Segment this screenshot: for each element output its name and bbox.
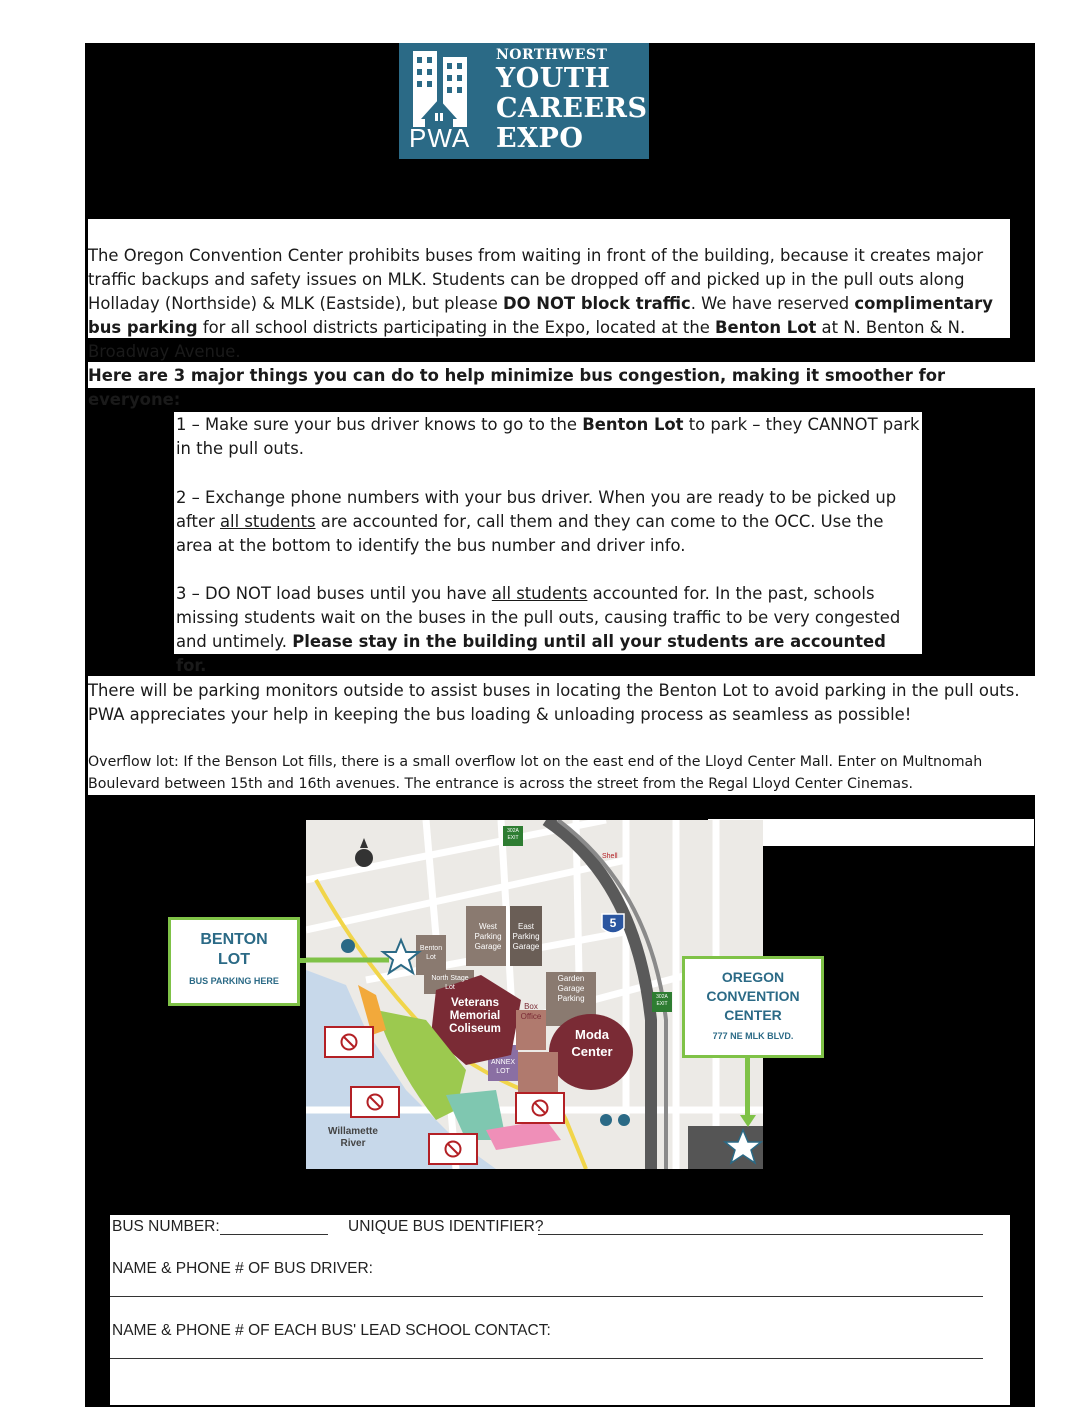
step-2-text-c: are accounted for, call them and they can come to the OCC. Use the area at the bottom to identify the bus number and driver info. (176, 512, 884, 555)
intro-text-2: . We have reserved (690, 294, 855, 313)
bus-info-form (110, 1215, 1010, 1405)
label-river-2: River (340, 1138, 366, 1149)
label-north-stage-1: North Stage (431, 975, 469, 982)
step-2-underline: all students (220, 512, 316, 531)
logo-line-3: CAREERS (496, 93, 648, 124)
benton-callout-connector (297, 958, 306, 963)
step-2 (176, 486, 920, 558)
step-3 (176, 582, 920, 678)
label-east-garage-1: East (517, 922, 534, 931)
no-parking-icon (443, 1139, 463, 1159)
label-benton-small (416, 944, 446, 962)
benton-callout-title-2: LOT (218, 951, 250, 968)
intro-text-3: for all school districts participating in the Expo, located at the (197, 318, 716, 337)
interstate-5-shield-label: 5 (609, 916, 617, 930)
exit-sign-1-label: 302A EXIT (507, 828, 519, 841)
label-moda (564, 1026, 620, 1060)
label-annex (488, 1058, 518, 1076)
step-1-text-a: 1 – Make sure your bus driver knows to go to the (176, 415, 583, 434)
label-north-stage-2: Lot (445, 984, 455, 991)
step-1-text-c: to park – they CANNOT park in the pull outs. (176, 415, 920, 458)
no-parking-icon (365, 1092, 385, 1112)
lead-contact-label: NAME & PHONE # OF EACH BUS' LEAD SCHOOL CONTACT: (112, 1322, 551, 1339)
shell-label: Shell (602, 853, 618, 860)
unique-id-label: UNIQUE BUS IDENTIFIER? (348, 1218, 544, 1235)
label-box-office (516, 1002, 546, 1022)
driver-label: NAME & PHONE # OF BUS DRIVER: (112, 1260, 373, 1277)
step-3-bold: Please stay in the building until all your students are accounted for. (176, 632, 886, 675)
no-parking-icon (530, 1098, 550, 1118)
step-2-text-a: 2 – Exchange phone numbers with your bus driver. When you are ready to be picked up after (176, 488, 897, 531)
expo-logo (399, 43, 649, 159)
benton-lot-callout (168, 917, 300, 1006)
overflow-paragraph: Overflow lot: If the Benson Lot fills, there is a small overflow lot on the east end of the Lloyd Center Mall. Enter on Multnomah Boulevard between 15th and 16th avenues. The entrance is across the street from the Regal Lloyd Center Cinemas. (88, 754, 983, 792)
occ-callout-title-2: CONVENTION (706, 988, 800, 1004)
label-moda-2: Center (571, 1044, 613, 1059)
tips-heading: Here are 3 major things you can do to help minimize bus congestion, making it smoother for everyone: (88, 366, 946, 409)
label-garden-garage (548, 974, 594, 1004)
occ-callout-title-1: OREGON (721, 969, 785, 985)
occ-callout-address: 777 NE MLK BLVD. (712, 1031, 794, 1041)
step-1 (176, 413, 920, 461)
label-garden-1: Garden (557, 974, 585, 983)
no-parking-sign-3 (515, 1092, 565, 1124)
logo-line-1: NORTHWEST (496, 47, 608, 63)
label-veterans (444, 997, 506, 1036)
label-garden-3: Parking (557, 994, 585, 1003)
step-3-text-a: 3 – DO NOT load buses until you have (176, 584, 492, 603)
label-box-office-2: Office (520, 1012, 542, 1021)
occ-callout-connector (745, 1055, 750, 1117)
benton-callout-sub: BUS PARKING HERE (189, 976, 279, 986)
monitors-paragraph: There will be parking monitors outside to assist buses in locating the Benton Lot to avoid parking in the pull outs. PWA appreciates your help in keeping the bus loading & unloading process as seamless as possible! (88, 681, 1020, 724)
step-3-underline: all students (491, 584, 588, 603)
label-west-garage-1: West (478, 922, 498, 931)
lead-contact-field[interactable] (110, 1358, 983, 1359)
bus-number-label: BUS NUMBER: (112, 1218, 220, 1235)
label-east-garage-2: Parking Garage (512, 932, 540, 951)
label-veterans-3: Coliseum (449, 1023, 501, 1035)
step-3-text-c: accounted for. In the past, schools missing students wait on the buses in the pull outs, causing traffic to be very congested and untimely. (176, 584, 901, 651)
label-annex-2: LOT (496, 1068, 510, 1075)
bus-number-field[interactable] (220, 1234, 328, 1235)
label-moda-1: Moda (575, 1027, 609, 1042)
label-river-1: Willamette (328, 1126, 378, 1137)
occ-callout-title-3: CENTER (724, 1007, 782, 1023)
label-north-stage (424, 974, 476, 992)
driver-field[interactable] (110, 1296, 983, 1297)
step-1-bold: Benton Lot (582, 415, 684, 434)
intro-text-4: at N. Benton & N. Broadway Avenue. (88, 318, 966, 361)
label-east-garage (506, 922, 546, 952)
label-annex-1: ANNEX (490, 1059, 516, 1066)
convention-center-callout (682, 956, 824, 1058)
label-west-garage-2: Parking Garage (474, 932, 502, 951)
label-veterans-1: Veterans (451, 997, 499, 1009)
intro-bold-2: complimentary bus parking (88, 294, 993, 337)
intro-bold-3: Benton Lot (715, 318, 817, 337)
no-parking-sign-4 (428, 1133, 478, 1165)
intro-bold-1: DO NOT block traffic (503, 294, 691, 313)
occ-arrow-icon (740, 1115, 756, 1127)
exit-sign-2-label: 302A EXIT (656, 994, 668, 1007)
label-veterans-2: Memorial (449, 1010, 501, 1022)
no-parking-sign-2 (350, 1086, 400, 1118)
label-box-office-1: Box (524, 1002, 538, 1011)
intro-paragraph (88, 244, 1010, 364)
intro-text-1: The Oregon Convention Center prohibits buses from waiting in front of the building, because it creates major traffic backups and safety issues on MLK. Students can be dropped off and picked up in the pull outs along Holladay (Northside) & MLK (Eastside), but please (88, 246, 984, 313)
logo-line-4: EXPO (496, 123, 584, 154)
label-west-garage (466, 922, 510, 952)
label-benton-small-2: Lot (426, 954, 436, 961)
logo-abbr: PWA (409, 123, 471, 153)
benton-callout-title-1: BENTON (200, 931, 268, 948)
no-parking-icon (339, 1032, 359, 1052)
label-river (320, 1126, 386, 1150)
no-parking-sign-1 (324, 1026, 374, 1058)
steps-box (174, 412, 922, 675)
label-garden-2: Garage (557, 984, 585, 993)
unique-id-field[interactable] (538, 1234, 983, 1235)
label-benton-small-1: Benton (419, 945, 443, 952)
logo-line-2: YOUTH (496, 63, 611, 94)
